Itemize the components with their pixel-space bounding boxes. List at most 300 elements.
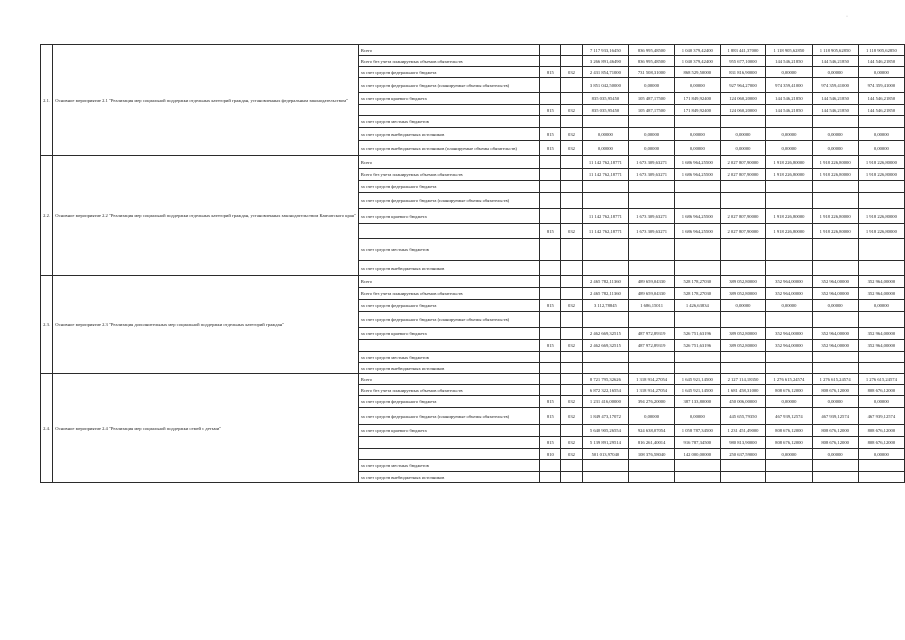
- year-value: [629, 352, 675, 363]
- year-value: [674, 460, 720, 472]
- year-value: 2 027 807,90000: [720, 156, 766, 169]
- year-value: [629, 472, 675, 483]
- section-code: [561, 78, 582, 93]
- year-value: 1 318 914,27054: [629, 374, 675, 385]
- year-value: 105 487,17500: [629, 93, 675, 105]
- year-value: 250 637,59000: [720, 449, 766, 460]
- year-value: 352 964,00000: [766, 276, 812, 288]
- year-value: [629, 312, 675, 328]
- section-code: [561, 181, 582, 193]
- admin-code: [540, 312, 561, 328]
- section-code: 032: [561, 67, 582, 78]
- year-value: 2 127 114,18350: [720, 374, 766, 385]
- funding-source: за счет средств местных бюджетов: [358, 116, 539, 128]
- year-value: 1 426,63834: [674, 300, 720, 312]
- margin-cell: [31, 396, 40, 408]
- total-value: [582, 472, 629, 483]
- section-code: [561, 472, 582, 483]
- admin-code: 815: [540, 437, 561, 449]
- funding-source: за счет средств федерального бюджета: [358, 300, 539, 312]
- year-value: 445 655,79350: [720, 408, 766, 425]
- year-value: 1 918 226,80000: [812, 224, 858, 239]
- margin-cell: [31, 261, 40, 276]
- total-value: 2 462 669,32515: [582, 328, 629, 340]
- margin-cell: [31, 288, 40, 300]
- year-value: 0,00000: [812, 128, 858, 141]
- section-code: [561, 209, 582, 224]
- year-value: 0,00000: [720, 300, 766, 312]
- admin-code: [540, 239, 561, 261]
- year-value: [629, 460, 675, 472]
- year-value: 450 006,00000: [720, 396, 766, 408]
- margin-cell: [31, 116, 40, 128]
- year-value: 1 040 379,42400: [674, 45, 720, 56]
- year-value: 974 359,41000: [812, 78, 858, 93]
- year-value: [720, 312, 766, 328]
- year-value: [812, 363, 858, 374]
- year-value: [629, 193, 675, 209]
- year-value: [858, 261, 904, 276]
- admin-code: 815: [540, 105, 561, 116]
- admin-code: [540, 209, 561, 224]
- total-value: [582, 239, 629, 261]
- admin-code: [540, 93, 561, 105]
- year-value: 0,00000: [766, 141, 812, 156]
- total-value: 5 139 891,29514: [582, 437, 629, 449]
- funding-source: [358, 340, 539, 352]
- margin-cell: [31, 374, 40, 385]
- year-value: 389 052,80000: [720, 340, 766, 352]
- section-code: [561, 374, 582, 385]
- year-value: 389 052,80000: [720, 288, 766, 300]
- funding-source: за счет средств местных бюджетов: [358, 239, 539, 261]
- section-code: 032: [561, 141, 582, 156]
- total-value: 1 231 416,00000: [582, 396, 629, 408]
- year-value: 0,00000: [629, 78, 675, 93]
- year-value: 808 676,12000: [766, 385, 812, 396]
- year-value: [766, 312, 812, 328]
- year-value: 1 918 226,80000: [766, 209, 812, 224]
- margin-cell: [31, 141, 40, 156]
- year-value: [629, 181, 675, 193]
- table-row: [31, 45, 905, 56]
- year-value: 0,00000: [766, 449, 812, 460]
- funding-source: за счет средств внебюджетных источников: [358, 128, 539, 141]
- admin-code: [540, 116, 561, 128]
- year-value: 387 133,80000: [674, 396, 720, 408]
- admin-code: [540, 363, 561, 374]
- year-value: 955 677,10000: [720, 56, 766, 67]
- margin-cell: [31, 472, 40, 483]
- year-value: 0,00000: [766, 300, 812, 312]
- total-value: [582, 181, 629, 193]
- year-value: 808 676,12000: [812, 385, 858, 396]
- year-value: 1 918 226,80000: [812, 169, 858, 181]
- year-value: 171 849,92400: [674, 93, 720, 105]
- year-value: 1 118 905,62850: [858, 45, 904, 56]
- year-value: 1 918 226,80000: [858, 156, 904, 169]
- margin-cell: [31, 460, 40, 472]
- total-value: 3 851 042,50000: [582, 78, 629, 93]
- year-value: 808 676,12000: [766, 425, 812, 437]
- year-value: 831 816,90000: [720, 67, 766, 78]
- year-value: [766, 116, 812, 128]
- year-value: 1 918 226,80000: [766, 224, 812, 239]
- year-value: 0,00000: [812, 300, 858, 312]
- year-value: 1 040 379,42400: [674, 56, 720, 67]
- year-value: 467 939,12574: [858, 408, 904, 425]
- total-value: 5 640 905,26554: [582, 425, 629, 437]
- year-value: 836 995,48500: [629, 45, 675, 56]
- total-value: 501 013,97040: [582, 449, 629, 460]
- funding-source: [358, 224, 539, 239]
- margin-cell: [31, 340, 40, 352]
- year-value: [858, 239, 904, 261]
- year-value: 974 359,41000: [766, 78, 812, 93]
- year-value: 2 027 807,90000: [720, 224, 766, 239]
- year-value: 0,00000: [858, 396, 904, 408]
- year-value: 1 686 964,25500: [674, 169, 720, 181]
- year-value: [629, 116, 675, 128]
- year-value: 0,00000: [629, 408, 675, 425]
- table-row: [31, 374, 905, 385]
- total-value: 3 112,78845: [582, 300, 629, 312]
- funding-source: за счет средств внебюджетных источников: [358, 363, 539, 374]
- margin-cell: [31, 93, 40, 105]
- year-value: 0,00000: [812, 396, 858, 408]
- year-value: [858, 116, 904, 128]
- year-value: 0,00000: [674, 408, 720, 425]
- year-value: 142 000,00000: [674, 449, 720, 460]
- year-value: 0,00000: [629, 128, 675, 141]
- section-code: [561, 385, 582, 396]
- funding-source: [358, 105, 539, 116]
- year-value: 1 276 615,24574: [858, 374, 904, 385]
- margin-cell: [31, 224, 40, 239]
- year-value: [629, 363, 675, 374]
- margin-cell: [31, 156, 40, 169]
- funding-source: за счет средств внебюджетных источников (планируемые объемы обязательств): [358, 141, 539, 156]
- section-number: 2.4.: [40, 374, 52, 483]
- year-value: 394 276,20000: [629, 396, 675, 408]
- year-value: 0,00000: [674, 78, 720, 93]
- funding-source: за счет средств федерального бюджета (планируемые объемы обязательств): [358, 312, 539, 328]
- year-value: 144 546,21850: [812, 56, 858, 67]
- total-value: 3 266 891,46490: [582, 56, 629, 67]
- funding-source: за счет средств федерального бюджета: [358, 181, 539, 193]
- year-value: 144 546,21850: [858, 105, 904, 116]
- year-value: 0,00000: [858, 128, 904, 141]
- year-value: 0,00000: [766, 67, 812, 78]
- year-value: [674, 181, 720, 193]
- year-value: [720, 239, 766, 261]
- year-value: 0,00000: [858, 449, 904, 460]
- margin-cell: [31, 56, 40, 67]
- year-value: 144 546,21850: [766, 56, 812, 67]
- total-value: [582, 116, 629, 128]
- year-value: 1 681 458,31000: [720, 385, 766, 396]
- margin-cell: [31, 239, 40, 261]
- year-value: 352 964,00000: [812, 328, 858, 340]
- year-value: 467 939,12574: [812, 408, 858, 425]
- section-code: [561, 93, 582, 105]
- admin-code: [540, 460, 561, 472]
- year-value: 144 546,21850: [858, 56, 904, 67]
- year-value: 352 964,00000: [812, 276, 858, 288]
- section-code: [561, 425, 582, 437]
- year-value: 1 686 964,25500: [674, 156, 720, 169]
- funding-source: за счет средств местных бюджетов: [358, 352, 539, 363]
- year-value: 1 673 309,63271: [629, 209, 675, 224]
- margin-cell: [31, 67, 40, 78]
- year-value: [812, 312, 858, 328]
- section-code: 032: [561, 396, 582, 408]
- admin-code: 815: [540, 408, 561, 425]
- year-value: 808 676,12000: [766, 437, 812, 449]
- total-value: 6 872 322,16554: [582, 385, 629, 396]
- funding-source: Всего без учета планируемых объемов обязательств: [358, 288, 539, 300]
- year-value: 124 060,20000: [720, 105, 766, 116]
- year-value: [766, 193, 812, 209]
- section-code: [561, 328, 582, 340]
- year-value: 528 178,27030: [674, 276, 720, 288]
- year-value: [812, 460, 858, 472]
- margin-cell: [31, 193, 40, 209]
- year-value: 868 529,50000: [674, 67, 720, 78]
- section-code: [561, 363, 582, 374]
- year-value: 808 676,12000: [858, 437, 904, 449]
- year-value: 0,00000: [629, 141, 675, 156]
- year-value: [720, 363, 766, 374]
- section-name: Основное мероприятие 2.3 "Реализация дополнительных мер социальной поддержки отдельных категорий граждан": [53, 276, 359, 374]
- margin-cell: [31, 105, 40, 116]
- section-code: [561, 352, 582, 363]
- year-value: [629, 261, 675, 276]
- year-value: 1 918 226,80000: [766, 169, 812, 181]
- year-value: 1 918 226,80000: [766, 156, 812, 169]
- year-value: [858, 472, 904, 483]
- year-value: 1 276 615,24574: [812, 374, 858, 385]
- section-code: [561, 156, 582, 169]
- year-value: 352 964,00000: [766, 328, 812, 340]
- funding-source: за счет средств внебюджетных источников: [358, 472, 539, 483]
- admin-code: [540, 374, 561, 385]
- year-value: 1 645 921,14500: [674, 374, 720, 385]
- year-value: 816 261,40014: [629, 437, 675, 449]
- margin-cell: [31, 209, 40, 224]
- year-value: [858, 460, 904, 472]
- admin-code: 815: [540, 396, 561, 408]
- year-value: [674, 239, 720, 261]
- admin-code: [540, 56, 561, 67]
- year-value: 352 964,00000: [812, 288, 858, 300]
- admin-code: [540, 425, 561, 437]
- total-value: 2 465 782,11360: [582, 276, 629, 288]
- total-value: 2 431 854,71000: [582, 67, 629, 78]
- funding-source: за счет средств федерального бюджета: [358, 396, 539, 408]
- funding-source: Всего: [358, 374, 539, 385]
- year-value: 1 645 921,14500: [674, 385, 720, 396]
- year-value: 1 883 441,37000: [720, 45, 766, 56]
- year-value: [812, 116, 858, 128]
- year-value: 0,00000: [766, 128, 812, 141]
- year-value: 108 376,58040: [629, 449, 675, 460]
- funding-source: за счет средств краевого бюджета: [358, 209, 539, 224]
- admin-code: [540, 352, 561, 363]
- section-code: 032: [561, 224, 582, 239]
- section-code: 032: [561, 300, 582, 312]
- year-value: [674, 116, 720, 128]
- year-value: [720, 116, 766, 128]
- total-value: [582, 363, 629, 374]
- year-value: 0,00000: [812, 67, 858, 78]
- year-value: [720, 460, 766, 472]
- year-value: [766, 460, 812, 472]
- section-number: 2.1.: [40, 45, 52, 156]
- year-value: 731 508,31000: [629, 67, 675, 78]
- year-value: 1 918 226,80000: [812, 156, 858, 169]
- admin-code: [540, 193, 561, 209]
- year-value: 1 686 964,25500: [674, 224, 720, 239]
- year-value: [766, 472, 812, 483]
- section-code: [561, 261, 582, 276]
- year-value: 1 318 914,27054: [629, 385, 675, 396]
- section-code: [561, 312, 582, 328]
- section-number: 2.2.: [40, 156, 52, 276]
- year-value: 144 546,21850: [812, 93, 858, 105]
- margin-cell: [31, 181, 40, 193]
- year-value: 144 546,21850: [858, 93, 904, 105]
- funding-source: за счет средств краевого бюджета: [358, 328, 539, 340]
- year-value: 1 918 226,80000: [812, 209, 858, 224]
- year-value: 144 546,21850: [766, 93, 812, 105]
- year-value: 0,00000: [720, 141, 766, 156]
- year-value: 1 673 309,63271: [629, 224, 675, 239]
- section-number: 2.3.: [40, 276, 52, 374]
- year-value: [720, 472, 766, 483]
- year-value: 1 918 226,80000: [858, 209, 904, 224]
- year-value: [812, 193, 858, 209]
- year-value: [720, 193, 766, 209]
- year-value: [629, 239, 675, 261]
- margin-cell: [31, 312, 40, 328]
- year-value: 808 676,12000: [812, 425, 858, 437]
- funding-source: Всего: [358, 45, 539, 56]
- funding-source: Всего без учета планируемых объемов обязательств: [358, 56, 539, 67]
- year-value: 526 751,63196: [674, 340, 720, 352]
- admin-code: [540, 472, 561, 483]
- year-value: [858, 181, 904, 193]
- funding-source: Всего без учета планируемых объемов обязательств: [358, 385, 539, 396]
- margin-cell: [31, 408, 40, 425]
- margin-cell: [31, 328, 40, 340]
- year-value: 0,00000: [674, 128, 720, 141]
- budget-table: [31, 44, 905, 483]
- year-value: 927 964,27000: [720, 78, 766, 93]
- total-value: 835 035,95450: [582, 93, 629, 105]
- section-code: [561, 288, 582, 300]
- admin-code: [540, 261, 561, 276]
- admin-code: [540, 45, 561, 56]
- year-value: 105 487,17500: [629, 105, 675, 116]
- year-value: 916 787,34500: [674, 437, 720, 449]
- year-value: 0,00000: [812, 449, 858, 460]
- year-value: [674, 472, 720, 483]
- admin-code: [540, 288, 561, 300]
- year-value: 489 659,04330: [629, 276, 675, 288]
- section-code: [561, 116, 582, 128]
- section-code: [561, 239, 582, 261]
- year-value: 1 686,15011: [629, 300, 675, 312]
- table-row: [31, 156, 905, 169]
- funding-source: за счет средств федерального бюджета (планируемые объемы обязательств): [358, 193, 539, 209]
- admin-code: [540, 385, 561, 396]
- funding-source: за счет средств местных бюджетов: [358, 460, 539, 472]
- section-name: Основное мероприятие 2.2 "Реализация мер социальной поддержки отдельных категорий граждан, установленных законодательством Камчатского края": [53, 156, 359, 276]
- margin-cell: [31, 276, 40, 288]
- year-value: 1 118 905,62850: [766, 45, 812, 56]
- margin-cell: [31, 128, 40, 141]
- section-code: [561, 460, 582, 472]
- year-value: 2 027 807,90000: [720, 169, 766, 181]
- year-value: [674, 261, 720, 276]
- year-value: 836 995,48500: [629, 56, 675, 67]
- year-value: 467 939,12574: [766, 408, 812, 425]
- margin-cell: [31, 425, 40, 437]
- funding-source: за счет средств краевого бюджета: [358, 425, 539, 437]
- year-value: 389 052,80000: [720, 328, 766, 340]
- margin-cell: [31, 363, 40, 374]
- total-value: 2 462 669,32515: [582, 340, 629, 352]
- year-value: [812, 239, 858, 261]
- funding-source: [358, 449, 539, 460]
- year-value: 352 964,00000: [766, 340, 812, 352]
- year-value: 352 964,00000: [858, 340, 904, 352]
- year-value: 808 676,12000: [812, 437, 858, 449]
- margin-cell: [31, 169, 40, 181]
- margin-cell: [31, 45, 40, 56]
- total-value: 0,00000: [582, 128, 629, 141]
- section-code: 032: [561, 449, 582, 460]
- total-value: [582, 312, 629, 328]
- year-value: 0,00000: [812, 141, 858, 156]
- year-value: [674, 352, 720, 363]
- year-value: [674, 363, 720, 374]
- year-value: [812, 261, 858, 276]
- year-value: 0,00000: [674, 141, 720, 156]
- total-value: 7 117 933,16450: [582, 45, 629, 56]
- section-name: Основное мероприятие 2.4 "Реализация мер социальной поддержки семей с детьми": [53, 374, 359, 483]
- year-value: 1 276 615,24574: [766, 374, 812, 385]
- total-value: [582, 352, 629, 363]
- section-code: [561, 276, 582, 288]
- year-value: [812, 352, 858, 363]
- year-value: 1 918 226,80000: [858, 224, 904, 239]
- section-code: [561, 45, 582, 56]
- year-value: [858, 312, 904, 328]
- total-value: 2 465 782,11360: [582, 288, 629, 300]
- margin-cell: [31, 352, 40, 363]
- scan-mark: ·: [846, 14, 848, 20]
- year-value: [766, 239, 812, 261]
- year-value: 389 052,80000: [720, 276, 766, 288]
- total-value: 11 142 762,18771: [582, 156, 629, 169]
- year-value: 980 813,90000: [720, 437, 766, 449]
- year-value: 352 964,00000: [766, 288, 812, 300]
- year-value: [766, 352, 812, 363]
- funding-source: Всего: [358, 276, 539, 288]
- year-value: 1 918 226,80000: [858, 169, 904, 181]
